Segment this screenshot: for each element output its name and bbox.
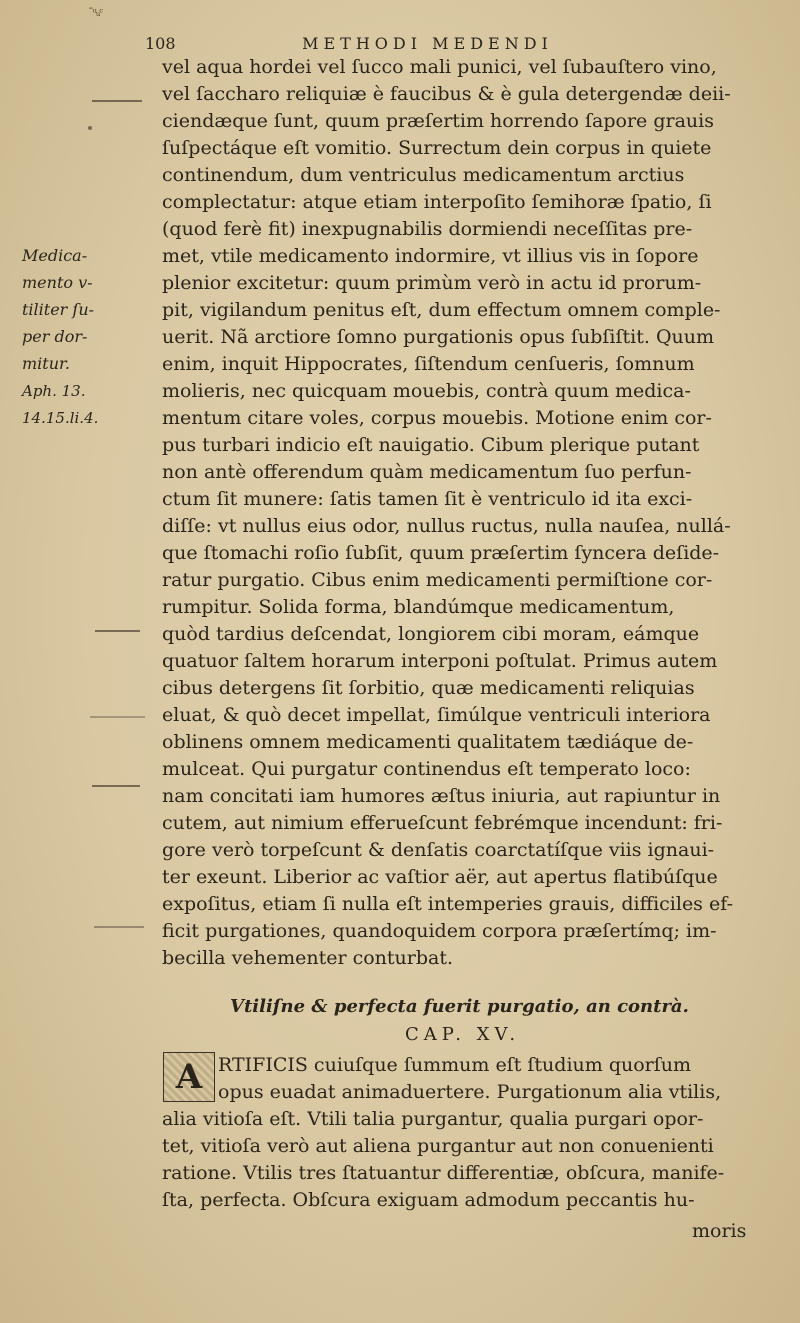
text-line: expoſitus, etiam ſi nulla eſt intemperies grauis, difficiles ef-: [162, 893, 733, 915]
text-line: ctum ſit munere: ſatis tamen ſit è ventriculo id ita exci-: [162, 488, 693, 510]
text-line: que ſtomachi roſio ſubſit, quum præſertim ſyncera deſide-: [162, 542, 720, 564]
margin-pen-stroke: [90, 716, 145, 718]
text-line: ratur purgatio. Cibus enim medicamenti permiſtione cor-: [162, 569, 713, 591]
text-line: mulceat. Qui purgatur continendus eſt temperato loco:: [162, 758, 691, 780]
text-line: quòd tardius deſcendat, longiorem cibi moram, eámque: [162, 623, 700, 645]
text-line: vel aqua hordei vel ſucco mali punici, vel ſubauſtero vino,: [162, 56, 717, 78]
text-line: ter exeunt. Liberior ac vaſtior aër, aut apertus flatibúſque: [162, 866, 718, 888]
margin-pen-stroke: [94, 926, 144, 928]
text-line: oblinens omnem medicamenti qualitatem tædiáque de-: [162, 731, 694, 753]
text-line: tet, vitioſa verò aut aliena purgantur aut non conuenienti: [162, 1135, 714, 1157]
text-line: nam concitati iam humores æſtus iniuria, aut rapiuntur in: [162, 785, 721, 807]
margin-pen-stroke: [95, 630, 140, 632]
margin-pen-stroke: [92, 100, 142, 102]
text-line: quatuor ſaltem horarum interponi poſtulat. Primus autem: [162, 650, 718, 672]
catchword: moris: [692, 1220, 747, 1242]
margin-pen-dot: [88, 126, 92, 130]
text-line: ſta, perfecta. Obſcura exiguam admodum peccantis hu-: [162, 1189, 695, 1211]
text-line: non antè offerendum quàm medicamentum ſuo perfun-: [162, 461, 692, 483]
text-line: ſuſpectáque eſt vomitio. Surrectum dein corpus in quiete: [162, 137, 712, 159]
text-line: ratione. Vtilis tres ſtatuantur differentiæ, obſcura, manife-: [162, 1162, 725, 1184]
chapter-heading: CAP. XV.: [405, 1024, 521, 1045]
margin-pen-stroke: [92, 785, 140, 787]
margin-note: tiliter ſu-: [22, 300, 95, 319]
text-line: opus euadat animaduertere. Purgationum alia vtilis,: [218, 1081, 722, 1103]
initial-letter: A: [175, 1057, 203, 1097]
section-subheading: Vtiliſne & perfecta fuerit purgatio, an contrà.: [230, 996, 689, 1017]
text-line: cibus detergens ſit ſorbitio, quæ medicamenti reliquias: [162, 677, 695, 699]
text-line: (quod ferè fit) inexpugnabilis dormiendi neceſſitas pre-: [162, 218, 693, 240]
corner-scrap-text: ˉᵘᵤᶜ: [88, 6, 103, 19]
text-line: pus turbari indicio eſt nauigatio. Cibum plerique putant: [162, 434, 700, 456]
text-line: RTIFICIS cuiuſque ſummum eſt ſtudium quorſum: [218, 1054, 692, 1076]
text-line: ficit purgationes, quandoquidem corpora præſertímq; im-: [162, 920, 717, 942]
text-line: pit, vigilandum penitus eſt, dum effectum omnem comple-: [162, 299, 721, 321]
running-title: METHODI MEDENDI: [302, 33, 553, 53]
text-line: gore verò torpeſcunt & denſatis coarctatíſque viis ignaui-: [162, 839, 715, 861]
text-line: becilla vehementer conturbat.: [162, 947, 454, 969]
text-line: complectatur: atque etiam interpoſito ſemihoræ ſpatio, ſi: [162, 191, 712, 213]
margin-reference: 14.15.li.4.: [22, 409, 99, 427]
text-line: vel ſaccharo reliquiæ è faucibus & è gula detergendæ deii-: [162, 83, 731, 105]
decorated-initial: [163, 1052, 215, 1102]
text-line: diſſe: vt nullus eius odor, nullus ructus, nulla nauſea, nullá-: [162, 515, 731, 537]
text-line: uerit. Nã arctiore ſomno purgationis opus ſubſiſtit. Quum: [162, 326, 715, 348]
margin-note: Medica-: [22, 246, 88, 265]
text-line: continendum, dum ventriculus medicamentum arctius: [162, 164, 685, 186]
text-line: molieris, nec quicquam mouebis, contrà quum medica-: [162, 380, 691, 402]
text-line: rumpitur. Solida forma, blandúmque medicamentum,: [162, 596, 675, 618]
margin-note: per dor-: [22, 327, 88, 346]
margin-reference: Aph. 13.: [22, 382, 86, 400]
text-line: plenior excitetur: quum primùm verò in actu id prorum-: [162, 272, 702, 294]
text-line: alia vitioſa eſt. Vtili talia purgantur, qualia purgari opor-: [162, 1108, 704, 1130]
text-line: eluat, & quò decet impellat, ſimúlque ventriculi interiora: [162, 704, 711, 726]
page-number: 108: [145, 33, 176, 53]
text-line: ciendæque ſunt, quum præſertim horrendo ſapore grauis: [162, 110, 714, 132]
text-line: enim, inquit Hippocrates, ſiſtendum cenſueris, ſomnum: [162, 353, 695, 375]
running-head: [145, 32, 660, 54]
text-line: met, vtile medicamento indormire, vt illius vis in ſopore: [162, 245, 699, 267]
margin-note: mento v-: [22, 273, 93, 292]
margin-note: mitur.: [22, 354, 70, 373]
text-line: cutem, aut nimium efferueſcunt febrémque incendunt: fri-: [162, 812, 723, 834]
text-line: mentum citare voles, corpus mouebis. Motione enim cor-: [162, 407, 712, 429]
